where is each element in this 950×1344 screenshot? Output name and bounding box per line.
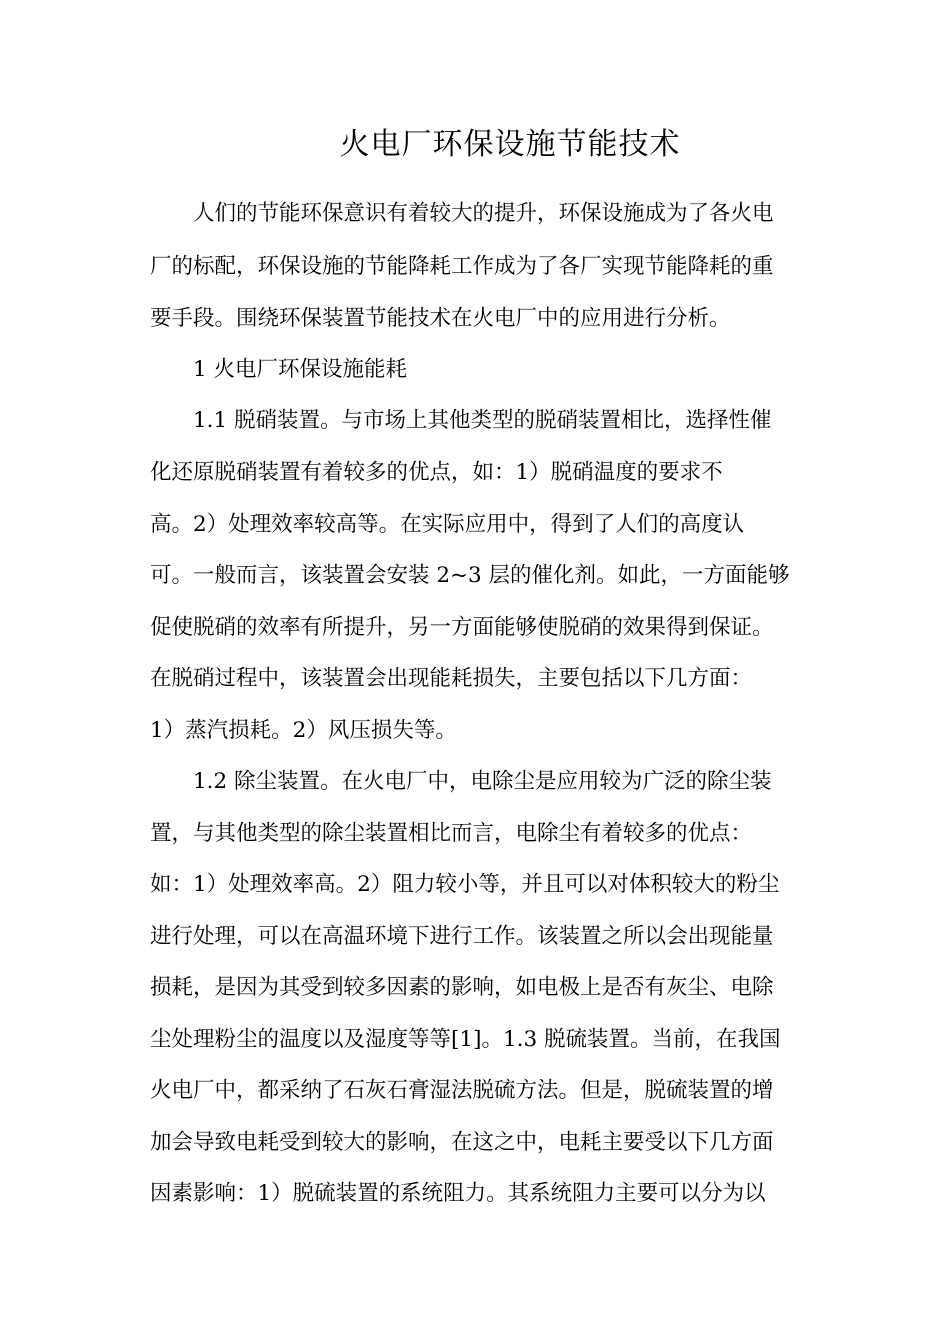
text-line: 尘处理粉尘的温度以及湿度等等[1]。1.3 脱硫装置。当前，在我国 [150, 1027, 781, 1052]
text-line: 损耗，是因为其受到较多因素的影响，如电极上是否有灰尘、电除 [150, 975, 774, 1000]
text-line: 在脱硝过程中，该装置会出现能耗损失，主要包括以下几方面： [150, 666, 753, 691]
document-title: 火电厂环保设施节能技术 [339, 127, 681, 162]
text-line: 火电厂中，都采纳了石灰石膏湿法脱硫方法。但是，脱硫装置的增 [150, 1078, 774, 1103]
text-line: 置，与其他类型的除尘装置相比而言，电除尘有着较多的优点： [150, 821, 753, 846]
text-line: 厂的标配，环保设施的节能降耗工作成为了各厂实现节能降耗的重 [150, 254, 774, 279]
text-line: 进行处理，可以在高温环境下进行工作。该装置之所以会出现能量 [150, 924, 774, 949]
text-line: 可。一般而言，该装置会安装 2~3 层的催化剂。如此，一方面能够 [150, 563, 790, 588]
section-heading: 1 火电厂环保设施能耗 [193, 357, 408, 382]
text-line: 如：1）处理效率高。2）阻力较小等，并且可以对体积较大的粉尘 [150, 872, 780, 897]
text-line: 加会导致电耗受到较大的影响，在这之中，电耗主要受以下几方面 [150, 1130, 774, 1155]
text-line: 1.1 脱硝装置。与市场上其他类型的脱硝装置相比，选择性催 [193, 408, 772, 433]
text-line: 1.2 除尘装置。在火电厂中，电除尘是应用较为广泛的除尘装 [193, 769, 772, 794]
text-line: 化还原脱硝装置有着较多的优点，如：1）脱硝温度的要求不 [150, 460, 723, 485]
text-line: 要手段。围绕环保装置节能技术在火电厂中的应用进行分析。 [150, 306, 731, 331]
text-line: 因素影响：1）脱硫装置的系统阻力。其系统阻力主要可以分为以 [150, 1181, 766, 1206]
text-line: 人们的节能环保意识有着较大的提升，环保设施成为了各火电 [193, 201, 774, 226]
text-line: 高。2）处理效率较高等。在实际应用中，得到了人们的高度认 [150, 512, 745, 537]
text-line: 1）蒸汽损耗。2）风压损失等。 [150, 718, 457, 743]
text-line: 促使脱硝的效率有所提升，另一方面能够使脱硝的效果得到保证。 [150, 615, 774, 640]
